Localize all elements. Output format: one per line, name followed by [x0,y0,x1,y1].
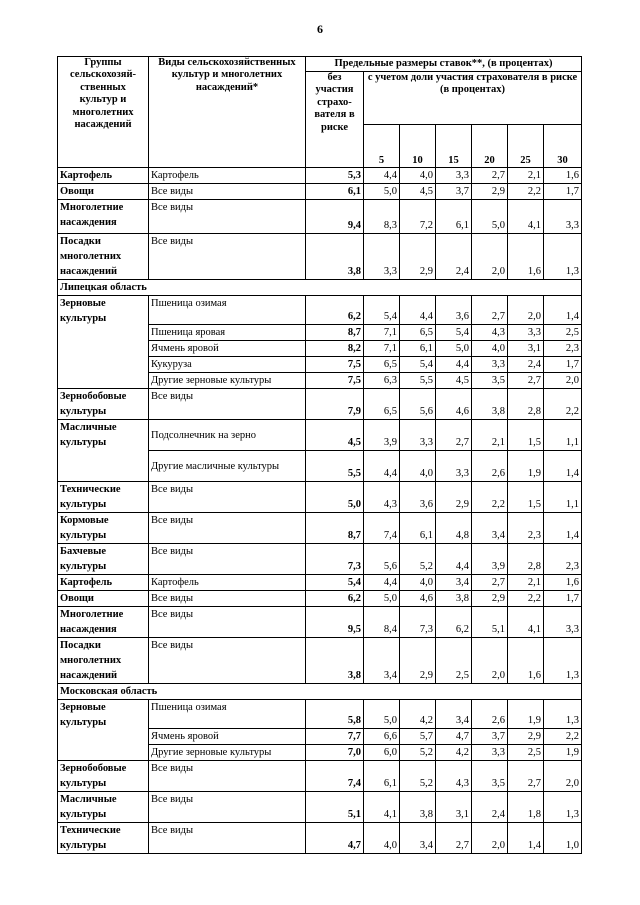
rate-with-participation-15: 4,2 [436,745,472,761]
rate-with-participation-5: 8,3 [364,200,400,234]
rate-with-participation-20: 2,9 [472,184,508,200]
rate-with-participation-30: 1,6 [544,575,582,591]
rate-with-participation-20: 3,9 [472,544,508,575]
crop-kind-cell: Ячмень яровой [149,729,306,745]
rate-with-participation-10: 6,1 [400,341,436,357]
rate-with-participation-10: 4,5 [400,184,436,200]
rate-with-participation-10: 6,1 [400,513,436,544]
rate-with-participation-30: 1,3 [544,234,582,280]
crop-kind-cell: Все виды [149,761,306,792]
rate-with-participation-30: 1,4 [544,451,582,482]
rate-with-participation-30: 1,4 [544,296,582,325]
crop-kind-cell: Все виды [149,607,306,638]
rate-with-participation-10: 4,2 [400,700,436,729]
crop-kind-cell: Все виды [149,792,306,823]
rate-with-participation-5: 6,1 [364,761,400,792]
crop-kind-cell: Все виды [149,638,306,684]
crop-group-cell: Масличные культуры [58,420,149,482]
crop-kind-cell: Все виды [149,513,306,544]
rate-with-participation-15: 3,6 [436,296,472,325]
table-row [58,823,582,854]
rate-with-participation-15: 2,9 [436,482,472,513]
rate-with-participation-10: 3,6 [400,482,436,513]
crop-group-cell: Зерновые культуры [58,296,149,389]
rate-with-participation-25: 1,8 [508,792,544,823]
rate-with-participation-5: 4,4 [364,451,400,482]
crop-kind-cell: Картофель [149,575,306,591]
rate-with-participation-25: 2,9 [508,729,544,745]
rate-with-participation-30: 2,2 [544,729,582,745]
rate-with-participation-25: 2,8 [508,389,544,420]
rate-with-participation-25: 2,0 [508,296,544,325]
rate-with-participation-10: 4,0 [400,168,436,184]
rate-with-participation-5: 6,0 [364,745,400,761]
crop-kind-cell: Все виды [149,200,306,234]
rate-with-participation-30: 1,1 [544,482,582,513]
crop-kind-cell: Все виды [149,544,306,575]
rate-with-participation-15: 3,4 [436,575,472,591]
rate-without-participation: 4,5 [306,420,364,451]
rate-without-participation: 5,4 [306,575,364,591]
header-with-participation-unit: (в процентах) [440,84,505,96]
rate-with-participation-30: 1,3 [544,792,582,823]
rate-with-participation-25: 2,3 [508,513,544,544]
region-label: Московская область [58,684,582,700]
header-rate-limits: Предельные размеры ставок**, (в процентах) [306,57,582,72]
rate-with-participation-10: 5,2 [400,761,436,792]
rate-with-participation-5: 6,6 [364,729,400,745]
rate-with-participation-30: 2,2 [544,389,582,420]
rate-with-participation-15: 5,0 [436,341,472,357]
rate-with-participation-20: 2,0 [472,823,508,854]
crop-kind-cell: Другие зерновые культуры [149,373,306,389]
crop-kind-cell: Ячмень яровой [149,341,306,357]
rate-with-participation-10: 6,5 [400,325,436,341]
header-percent-25: 25 [508,125,544,168]
rate-with-participation-10: 5,7 [400,729,436,745]
rate-with-participation-30: 2,5 [544,325,582,341]
rate-with-participation-5: 3,4 [364,638,400,684]
header-percent-20: 20 [472,125,508,168]
rate-with-participation-25: 2,1 [508,168,544,184]
table-row [58,482,582,513]
rate-with-participation-15: 6,1 [436,200,472,234]
table-row [58,761,582,792]
crop-kind-cell: Пшеница яровая [149,325,306,341]
rate-with-participation-10: 5,2 [400,544,436,575]
rate-without-participation: 5,0 [306,482,364,513]
rate-with-participation-15: 3,8 [436,591,472,607]
rate-with-participation-20: 4,3 [472,325,508,341]
rate-with-participation-10: 7,3 [400,607,436,638]
table-row [58,792,582,823]
rate-with-participation-20: 2,1 [472,420,508,451]
rate-with-participation-5: 4,4 [364,168,400,184]
rate-without-participation: 8,7 [306,513,364,544]
rate-with-participation-30: 3,3 [544,607,582,638]
table-row [58,184,582,200]
crop-kind-cell: Пшеница озимая [149,296,306,325]
rate-with-participation-20: 2,9 [472,591,508,607]
rate-with-participation-30: 1,9 [544,745,582,761]
header-crop-kinds: Виды сельскохозяйственных культур и многолетних насаждений* [149,57,306,168]
crop-group-cell: Кормовые культуры [58,513,149,544]
rate-without-participation: 5,3 [306,168,364,184]
crop-kind-cell: Картофель [149,168,306,184]
header-with-participation [364,72,582,125]
rate-without-participation: 7,3 [306,544,364,575]
rate-with-participation-20: 2,6 [472,451,508,482]
rate-with-participation-25: 2,7 [508,373,544,389]
rate-without-participation: 7,5 [306,357,364,373]
crop-group-cell: Картофель [58,575,149,591]
table-row [58,513,582,544]
insurance-rates-table [57,56,582,854]
rate-with-participation-20: 3,5 [472,761,508,792]
rate-with-participation-25: 1,9 [508,451,544,482]
rate-with-participation-5: 8,4 [364,607,400,638]
rate-with-participation-10: 2,9 [400,638,436,684]
table-row [58,296,582,325]
rate-with-participation-20: 3,3 [472,745,508,761]
rate-with-participation-25: 4,1 [508,200,544,234]
rate-with-participation-15: 3,4 [436,700,472,729]
rate-with-participation-30: 1,1 [544,420,582,451]
rate-without-participation: 3,8 [306,234,364,280]
crop-group-cell: Масличные культуры [58,792,149,823]
rate-with-participation-10: 4,6 [400,591,436,607]
region-row [58,280,582,296]
rate-with-participation-15: 2,7 [436,420,472,451]
rate-with-participation-15: 4,3 [436,761,472,792]
rate-with-participation-30: 1,7 [544,357,582,373]
crop-kind-cell: Все виды [149,482,306,513]
rate-with-participation-10: 5,2 [400,745,436,761]
rate-with-participation-5: 5,6 [364,544,400,575]
rate-with-participation-25: 1,6 [508,234,544,280]
rate-with-participation-25: 2,4 [508,357,544,373]
region-label: Липецкая область [58,280,582,296]
rate-with-participation-5: 3,3 [364,234,400,280]
table-row [58,638,582,684]
rate-with-participation-30: 1,0 [544,823,582,854]
rate-with-participation-15: 3,1 [436,792,472,823]
crop-kind-cell: Другие зерновые культуры [149,745,306,761]
crop-group-cell: Многолетние насаждения [58,607,149,638]
header-percent-5: 5 [364,125,400,168]
rate-with-participation-5: 7,1 [364,325,400,341]
rate-with-participation-25: 2,1 [508,575,544,591]
table-body [58,168,582,854]
rate-with-participation-10: 3,8 [400,792,436,823]
page-number: 6 [317,22,323,36]
rate-with-participation-5: 6,3 [364,373,400,389]
rate-with-participation-15: 4,4 [436,544,472,575]
rate-with-participation-20: 3,4 [472,513,508,544]
region-row [58,684,582,700]
rate-with-participation-30: 1,3 [544,700,582,729]
rate-with-participation-10: 5,4 [400,357,436,373]
crop-group-cell: Овощи [58,591,149,607]
rate-with-participation-15: 2,4 [436,234,472,280]
rate-with-participation-15: 2,7 [436,823,472,854]
rate-with-participation-5: 4,3 [364,482,400,513]
rate-without-participation: 7,7 [306,729,364,745]
rate-with-participation-25: 1,5 [508,482,544,513]
header-percent-15: 15 [436,125,472,168]
rate-with-participation-30: 2,0 [544,373,582,389]
table-row [58,700,582,729]
header-percent-30: 30 [544,125,582,168]
table-row [58,420,582,451]
rate-with-participation-5: 4,4 [364,575,400,591]
rate-with-participation-15: 6,2 [436,607,472,638]
rate-with-participation-20: 2,2 [472,482,508,513]
rate-with-participation-25: 2,5 [508,745,544,761]
rate-with-participation-20: 2,7 [472,575,508,591]
rate-with-participation-10: 4,0 [400,575,436,591]
crop-group-cell: Посадки многолетних насаждений [58,638,149,684]
rate-with-participation-20: 2,7 [472,296,508,325]
rate-without-participation: 5,8 [306,700,364,729]
rate-with-participation-5: 6,5 [364,357,400,373]
rate-without-participation: 7,5 [306,373,364,389]
crop-group-cell: Технические культуры [58,823,149,854]
rate-with-participation-5: 7,4 [364,513,400,544]
crop-group-cell: Бахчевые культуры [58,544,149,575]
rate-with-participation-30: 1,7 [544,184,582,200]
rate-with-participation-30: 2,3 [544,544,582,575]
rate-with-participation-5: 3,9 [364,420,400,451]
table-row [58,200,582,234]
rate-with-participation-30: 1,3 [544,638,582,684]
rate-with-participation-30: 1,6 [544,168,582,184]
crop-kind-cell: Все виды [149,591,306,607]
rate-with-participation-20: 2,6 [472,700,508,729]
rate-with-participation-20: 5,1 [472,607,508,638]
rate-with-participation-5: 4,0 [364,823,400,854]
rate-without-participation: 4,7 [306,823,364,854]
rate-with-participation-20: 3,3 [472,357,508,373]
rate-with-participation-5: 6,5 [364,389,400,420]
rate-with-participation-15: 4,7 [436,729,472,745]
rate-with-participation-20: 2,4 [472,792,508,823]
crop-kind-cell: Все виды [149,234,306,280]
rate-with-participation-25: 1,6 [508,638,544,684]
rate-without-participation: 7,0 [306,745,364,761]
rate-without-participation: 9,4 [306,200,364,234]
rate-without-participation: 6,2 [306,296,364,325]
rate-with-participation-30: 2,3 [544,341,582,357]
rate-without-participation: 8,7 [306,325,364,341]
table-row [58,607,582,638]
crop-group-cell: Технические культуры [58,482,149,513]
table-row [58,234,582,280]
table-row [58,591,582,607]
rate-with-participation-25: 3,1 [508,341,544,357]
rate-with-participation-15: 5,4 [436,325,472,341]
rate-with-participation-15: 4,5 [436,373,472,389]
crop-group-cell: Овощи [58,184,149,200]
rate-with-participation-15: 3,7 [436,184,472,200]
rate-without-participation: 5,5 [306,451,364,482]
crop-kind-cell: Кукуруза [149,357,306,373]
rate-with-participation-15: 2,5 [436,638,472,684]
rate-with-participation-25: 1,4 [508,823,544,854]
rate-with-participation-25: 2,8 [508,544,544,575]
crop-kind-cell: Все виды [149,389,306,420]
rate-without-participation: 8,2 [306,341,364,357]
crop-group-cell: Посадки многолетних насаждений [58,234,149,280]
rate-with-participation-20: 5,0 [472,200,508,234]
rate-without-participation: 7,9 [306,389,364,420]
rate-with-participation-25: 3,3 [508,325,544,341]
crop-kind-cell: Другие масличные культуры [149,451,306,482]
rate-with-participation-10: 4,0 [400,451,436,482]
rate-without-participation: 7,4 [306,761,364,792]
rate-with-participation-5: 4,1 [364,792,400,823]
rate-without-participation: 6,2 [306,591,364,607]
rate-with-participation-10: 3,3 [400,420,436,451]
rate-without-participation: 5,1 [306,792,364,823]
table-header [58,57,582,168]
rate-with-participation-5: 5,0 [364,591,400,607]
rate-without-participation: 6,1 [306,184,364,200]
header-without-participation: без участия страхо-вателя в риске [306,72,364,168]
crop-group-cell: Зерновые культуры [58,700,149,761]
rate-with-participation-10: 3,4 [400,823,436,854]
rate-with-participation-20: 3,8 [472,389,508,420]
header-with-participation-text: с учетом доли участия страхователя в риске [367,72,578,83]
rate-without-participation: 3,8 [306,638,364,684]
rate-with-participation-25: 1,9 [508,700,544,729]
table-row [58,389,582,420]
rate-with-participation-10: 7,2 [400,200,436,234]
table-row [58,575,582,591]
rate-with-participation-15: 4,4 [436,357,472,373]
rate-with-participation-20: 3,7 [472,729,508,745]
rate-with-participation-25: 2,2 [508,184,544,200]
rate-with-participation-25: 2,7 [508,761,544,792]
crop-group-cell: Зернобобовые культуры [58,761,149,792]
table-row [58,168,582,184]
rate-with-participation-25: 1,5 [508,420,544,451]
rate-with-participation-5: 5,0 [364,700,400,729]
table-row [58,544,582,575]
rate-with-participation-5: 5,4 [364,296,400,325]
rate-with-participation-15: 3,3 [436,168,472,184]
rate-without-participation: 9,5 [306,607,364,638]
rate-with-participation-15: 3,3 [436,451,472,482]
rate-with-participation-25: 4,1 [508,607,544,638]
rate-with-participation-30: 1,7 [544,591,582,607]
header-crop-groups: Группы сельскохозяй-ственных культур и многолетних насаждений [58,57,149,168]
crop-group-cell: Многолетние насаждения [58,200,149,234]
crop-group-cell: Картофель [58,168,149,184]
rate-with-participation-5: 7,1 [364,341,400,357]
crop-kind-cell: Все виды [149,184,306,200]
rate-with-participation-30: 1,4 [544,513,582,544]
header-percent-10: 10 [400,125,436,168]
rate-with-participation-20: 2,7 [472,168,508,184]
rate-with-participation-15: 4,6 [436,389,472,420]
crop-kind-cell: Пшеница озимая [149,700,306,729]
rate-with-participation-10: 4,4 [400,296,436,325]
rate-with-participation-10: 5,5 [400,373,436,389]
rate-with-participation-15: 4,8 [436,513,472,544]
crop-group-cell: Зернобобовые культуры [58,389,149,420]
crop-kind-cell: Подсолнечник на зерно [149,420,306,451]
rate-with-participation-10: 2,9 [400,234,436,280]
rate-with-participation-25: 2,2 [508,591,544,607]
rate-with-participation-20: 2,0 [472,234,508,280]
rate-with-participation-20: 3,5 [472,373,508,389]
crop-kind-cell: Все виды [149,823,306,854]
rate-with-participation-30: 2,0 [544,761,582,792]
rate-with-participation-20: 4,0 [472,341,508,357]
rate-with-participation-20: 2,0 [472,638,508,684]
rate-with-participation-10: 5,6 [400,389,436,420]
rate-with-participation-30: 3,3 [544,200,582,234]
rate-with-participation-5: 5,0 [364,184,400,200]
